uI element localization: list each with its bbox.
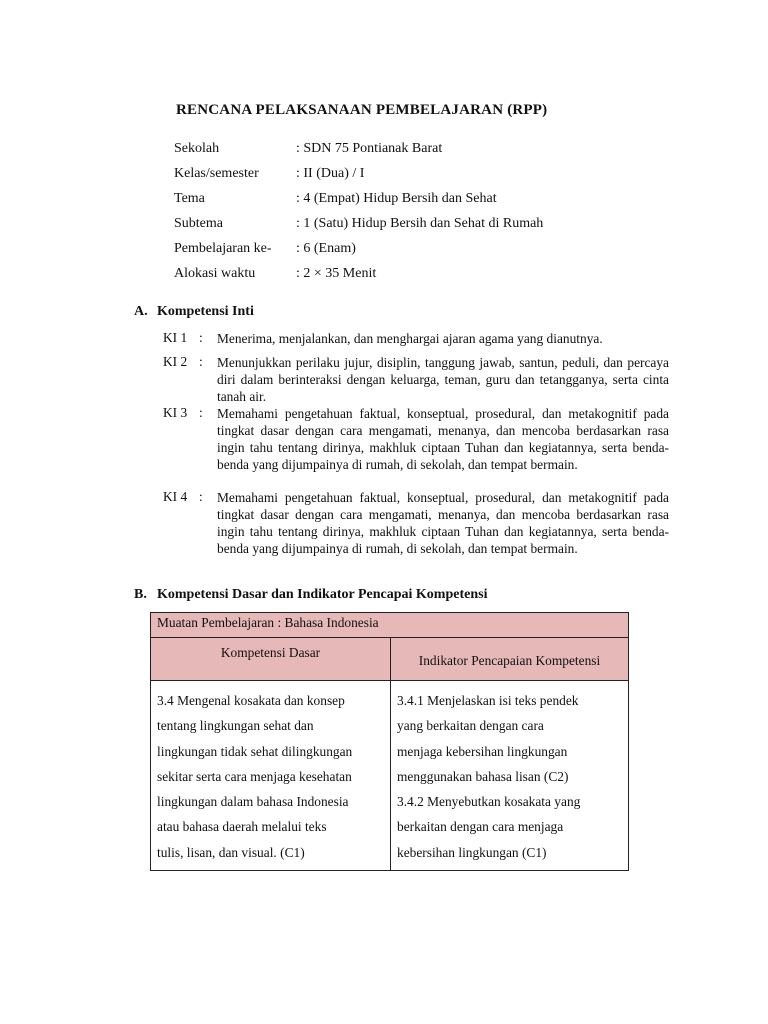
kd-ipk-table [150,612,629,871]
info-label: Tema [174,191,205,206]
kd-line: lingkungan tidak sehat dilingkungan [157,743,353,759]
ipk-line: 3.4.2 Menyebutkan kosakata yang [397,794,581,810]
table-row [151,638,629,681]
info-label: Subtema [174,216,223,231]
kd-text [151,681,390,865]
ipk-line: 3.4.1 Menjelaskan isi teks pendek [397,693,579,708]
ipk-line: yang berkaitan dengan cara [397,718,544,734]
section-letter: B. [134,587,147,602]
table-row [151,613,629,638]
ipk-line: menggunakan bahasa lisan (C2) [397,768,569,784]
ki-code: KI 2 [163,354,188,369]
kd-line: tulis, lisan, dan visual. (C1) [157,844,305,860]
ipk-line: kebersihan lingkungan (C1) [397,844,547,860]
kd-cell [151,681,391,871]
section-letter: A. [134,304,148,319]
ki-colon: : [199,405,203,420]
info-label: Kelas/semester [174,166,259,181]
info-value: : 4 (Empat) Hidup Bersih dan Sehat [296,191,497,206]
ki-colon: : [199,489,203,504]
ipk-cell [391,681,629,871]
ki-code: KI 1 [163,330,188,345]
ki-description: Memahami pengetahuan faktual, konseptual, prosedural, dan metakognitif pada tingkat dasar dengan cara mengamati, menanya, dan mencoba berdasarkan rasa ingin tahu tentang dirinya, makhluk ciptaan Tuhan dan kegiatannya, serta benda-benda yang dijumpainya di rumah, di sekolah, dan tempat bermain. [217,490,669,556]
ki-description: Memahami pengetahuan faktual, konseptual, prosedural, dan metakognitif pada tingkat dasar dengan cara mengamati, menanya, dan mencoba berdasarkan rasa ingin tahu tentang dirinya, makhluk ciptaan Tuhan dan kegiatannya, serta benda-benda yang dijumpainya di rumah, di sekolah, dan tempat bermain. [217,406,669,472]
kd-line: 3.4 Mengenal kosakata dan konsep [157,693,345,708]
kd-line: lingkungan dalam bahasa Indonesia [157,794,349,810]
table-row [151,681,629,871]
info-value: : II (Dua) / I [296,166,365,181]
info-label: Pembelajaran ke- [174,241,272,256]
ki-description: Menerima, menjalankan, dan menghargai ajaran agama yang dianutnya. [217,331,603,346]
kd-line: tentang lingkungan sehat dan [157,718,314,734]
document-title: RENCANA PELAKSANAAN PEMBELAJARAN (RPP) [176,102,548,118]
muatan-cell: Muatan Pembelajaran : Bahasa Indonesia [151,613,629,638]
kd-line: atau bahasa daerah melalui teks [157,819,327,835]
info-label: Sekolah [174,141,220,156]
ki-colon: : [199,330,203,345]
kd-header-label: Kompetensi Dasar [220,645,321,660]
ki-code: KI 3 [163,405,188,420]
ipk-line: menjaga kebersihan lingkungan [397,743,568,759]
section-title: Kompetensi Dasar dan Indikator Pencapai Kompetensi [157,587,488,602]
ipk-header-cell [391,638,629,681]
info-value: : 1 (Satu) Hidup Bersih dan Sehat di Rumah [296,216,544,231]
ipk-text [391,681,628,865]
info-label: Alokasi waktu [174,266,256,281]
info-value: : 6 (Enam) [296,241,356,256]
ipk-line: berkaitan dengan cara menjaga [397,819,564,835]
ki-code: KI 4 [163,489,188,504]
kd-header-cell [151,638,391,681]
ipk-header-label: Indikator Pencapaian Kompetensi [418,653,601,668]
info-value: : 2 × 35 Menit [296,266,377,281]
ki-description: Menunjukkan perilaku jujur, disiplin, tanggung jawab, santun, peduli, dan percaya diri dalam berinteraksi dengan keluarga, teman, guru dan tetangganya, serta cinta tanah air. [217,355,669,404]
section-a-heading [134,304,254,320]
kd-line: sekitar serta cara menjaga kesehatan [157,768,352,784]
ki-colon: : [199,354,203,369]
section-b-heading [134,587,487,603]
info-value: : SDN 75 Pontianak Barat [296,141,443,156]
section-title: Kompetensi Inti [157,304,254,319]
